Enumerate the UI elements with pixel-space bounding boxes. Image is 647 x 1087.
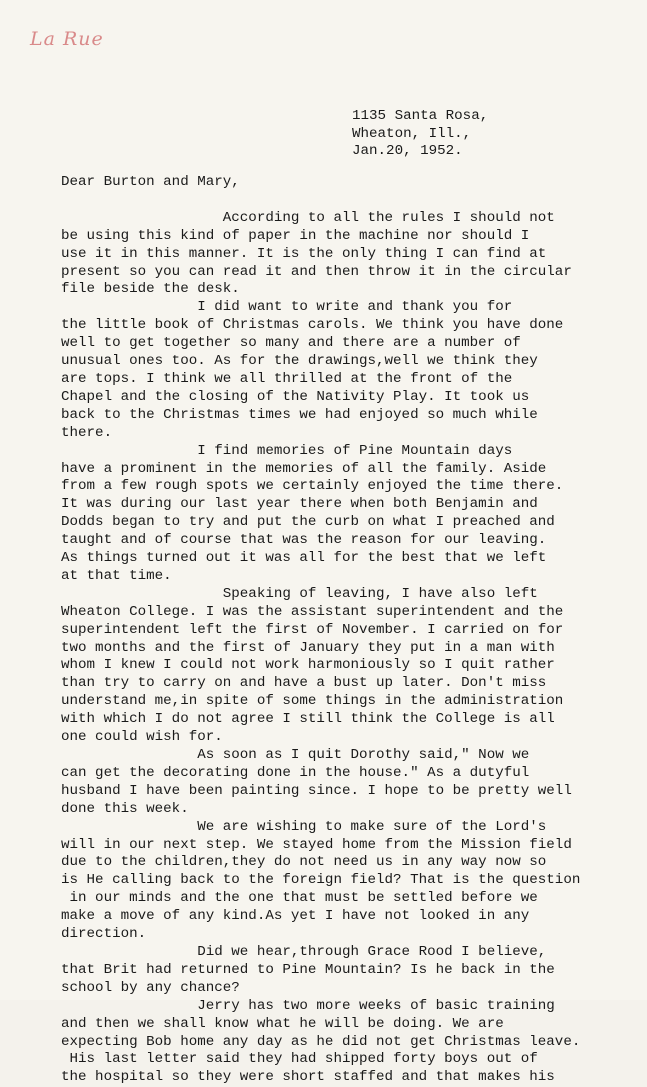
sender-address xyxy=(352,108,488,161)
letter-line: taught and of course that was the reason for our leaving. xyxy=(61,532,547,549)
letter-line: make a move of any kind.As yet I have not looked in any xyxy=(61,908,530,925)
letter-line: in our minds and the one that must be settled before we xyxy=(61,890,538,907)
letter-line: there. xyxy=(61,424,113,441)
letter-line: According to all the rules I should not xyxy=(61,209,555,226)
letter-line: file beside the desk. xyxy=(61,281,240,298)
letter-line: back to the Christmas times we had enjoyed so much while xyxy=(61,406,538,423)
letter-line: one could wish for. xyxy=(61,729,223,746)
letter-line: Dodds began to try and put the curb on what I preached and xyxy=(61,514,555,531)
letter-line: Did we hear,through Grace Rood I believe, xyxy=(61,943,547,960)
letter-line: from a few rough spots we certainly enjoyed the time there. xyxy=(61,478,564,495)
letter-line: Wheaton College. I was the assistant superintendent and the xyxy=(61,603,564,620)
letter-line: at that time. xyxy=(61,567,172,584)
handwritten-annotation: La Rue xyxy=(30,28,104,50)
letter-line: that Brit had returned to Pine Mountain? Is he back in the xyxy=(61,961,555,978)
letter-line: I did want to write and thank you for xyxy=(61,299,513,316)
letter-line: unusual ones too. As for the drawings,well we think they xyxy=(61,353,538,370)
letter-body xyxy=(61,174,580,1087)
letter-line: with which I do not agree I still think the College is all xyxy=(61,711,555,728)
letter-line xyxy=(61,192,580,210)
letter-line: school by any chance? xyxy=(61,979,240,996)
letter-line: As things turned out it was all for the best that we left xyxy=(61,550,547,567)
letter-line: I find memories of Pine Mountain days xyxy=(61,442,513,459)
letter-line: will in our next step. We stayed home from the Mission field xyxy=(61,836,572,853)
letter-line: be using this kind of paper in the machine nor should I xyxy=(61,227,530,244)
letter-line: done this week. xyxy=(61,800,189,817)
salutation: Dear Burton and Mary, xyxy=(61,174,240,190)
letter-line: superintendent left the first of November. I carried on for xyxy=(61,621,564,638)
letter-line: have a prominent in the memories of all the family. Aside xyxy=(61,460,547,477)
letter-line: the little book of Christmas carols. We think you have done xyxy=(61,317,564,334)
letter-line: husband I have been painting since. I hope to be pretty well xyxy=(61,782,572,799)
letter-line: expecting Bob home any day as he did not get Christmas leave. xyxy=(61,1033,581,1050)
address-street: 1135 Santa Rosa, xyxy=(352,108,489,124)
letter-line: well to get together so many and there are a number of xyxy=(61,335,521,352)
letter-line: can get the decorating done in the house." As a dutyful xyxy=(61,764,530,781)
address-city: Wheaton, Ill., xyxy=(352,125,472,142)
letter-line: use it in this manner. It is the only thing I can find at xyxy=(61,245,547,262)
letter-line: His last letter said they had shipped forty boys out of xyxy=(61,1051,538,1068)
letter-line: It was during our last year there when both Benjamin and xyxy=(61,496,538,513)
letter-line: the hospital so they were short staffed and that makes his xyxy=(61,1069,555,1086)
letter-line: direction. xyxy=(61,926,147,943)
letter-line: than try to carry on and have a bust up later. Don't miss xyxy=(61,675,547,692)
letter-line: due to the children,they do not need us in any way now so xyxy=(61,854,547,871)
letter-line: understand me,in spite of some things in the administration xyxy=(61,693,564,710)
letter-date: Jan.20, 1952. xyxy=(352,143,463,159)
letter-line: is He calling back to the foreign field? That is the question xyxy=(61,872,581,889)
letter-line: Chapel and the closing of the Nativity Play. It took us xyxy=(61,388,530,405)
letter-line: present so you can read it and then throw it in the circular xyxy=(61,263,572,280)
letter-line: As soon as I quit Dorothy said," Now we xyxy=(61,747,530,763)
letter-line: Speaking of leaving, I have also left xyxy=(61,585,538,602)
letter-line: two months and the first of January they put in a man with xyxy=(61,639,555,656)
letter-line: We are wishing to make sure of the Lord's xyxy=(61,818,547,835)
letter-line: and then we shall know what he will be doing. We are xyxy=(61,1015,504,1032)
letter-line: are tops. I think we all thrilled at the front of the xyxy=(61,370,513,387)
letter-line: Jerry has two more weeks of basic training xyxy=(61,997,555,1014)
letter-line: whom I knew I could not work harmoniously so I quit rather xyxy=(61,657,555,674)
